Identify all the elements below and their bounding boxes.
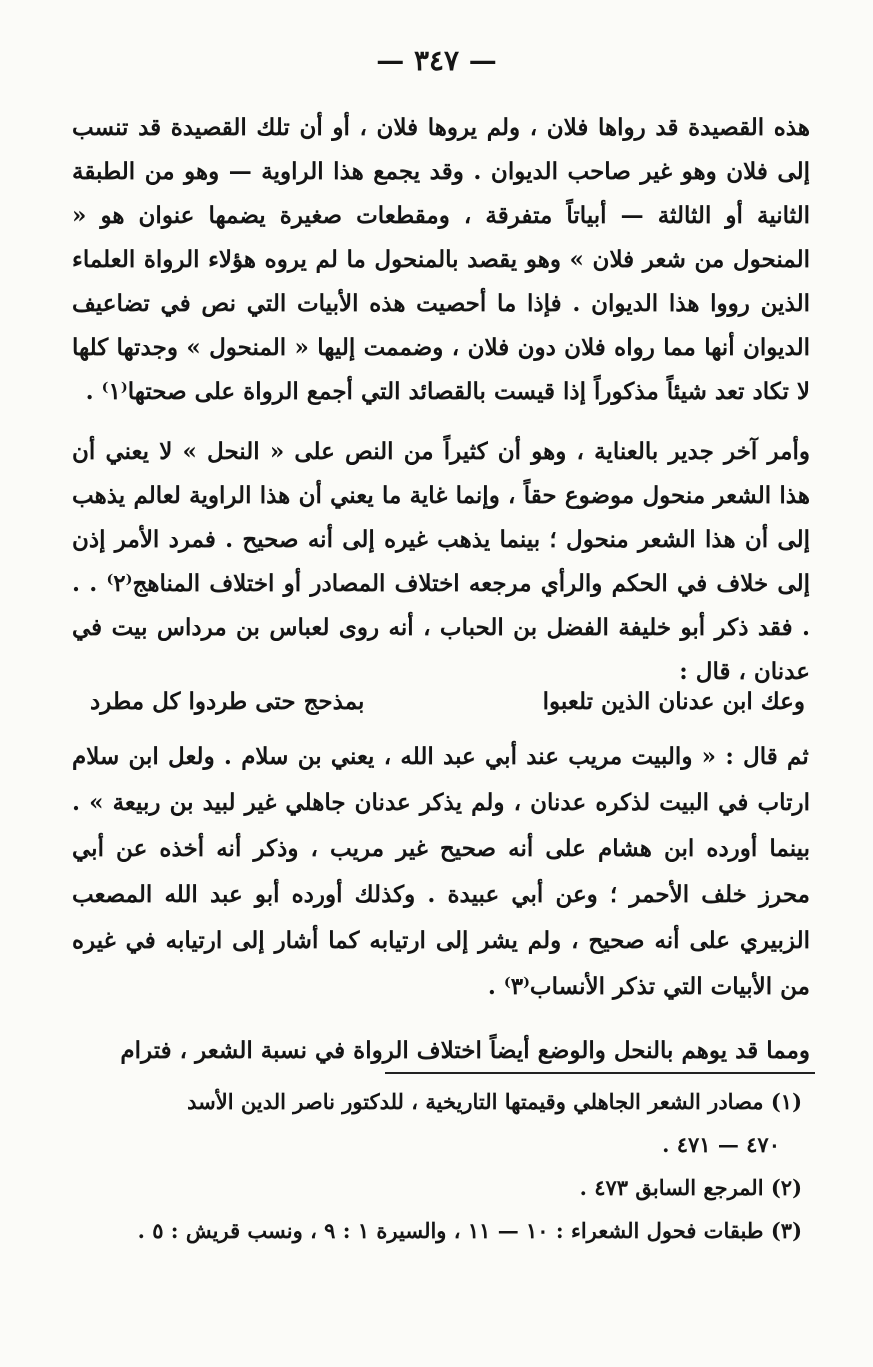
text-line: الحكم والرأي مرجعه اختلاف المصادر أو اختلاف المناهج⁽٢⁾ . . . فقد ذكر أبو xyxy=(72,570,810,641)
text-line: الثالثة — أبياتاً متفرقة ، ومقطعات صغيرة يضمها عنوان هو « المنحول من شعر فلان » xyxy=(72,202,810,273)
text-line: هذا الشعر منحول ؛ بينما يذهب غيره إلى أنه صحيح . فمرد الأمر إذن إلى خلاف في xyxy=(72,526,810,597)
page-number: — ٣٤٧ — xyxy=(376,44,497,77)
footnote-3: (٣) طبقات فحول الشعراء : ١٠ — ١١ ، والسيرة ١ : ٩ ، ونسب قريش : ٥ . xyxy=(137,1218,802,1243)
text-line: التي أجمع الرواة على صحتها⁽١⁾ . xyxy=(85,378,401,405)
footnote-1: (١) مصادر الشعر الجاهلي وقيمتها التاريخية ، للدكتور ناصر الدين الأسد xyxy=(187,1089,802,1114)
text-line: وأمر آخر جدير بالعناية ، وهو أن كثيراً من النص على « النحل » لا يعني أن هذا xyxy=(72,438,810,509)
paragraph-2 xyxy=(72,430,810,694)
lower-text xyxy=(72,734,810,1074)
paragraph-4: ومما قد يوهم بالنحل والوضع أيضاً اختلاف الرواة في نسبة الشعر ، فترام xyxy=(120,1037,810,1064)
footnote-2: (٢) المرجع السابق ٤٧٣ . xyxy=(579,1175,802,1200)
text-line: خليفة الفضل بن الحباب ، أنه روى لعباس بن مرداس بيت في عدنان ، قال : xyxy=(72,614,810,685)
footnote-1-continuation: ٤٧٠ — ٤٧١ . xyxy=(662,1132,780,1157)
verse-second-hemistich: بمذحج حتى طردوا كل مطرد xyxy=(90,688,365,715)
text-line: وهو يقصد بالمنحول ما لم يروه هؤلاء الرواة العلماء الذين رووا هذا الديوان . فإذا xyxy=(72,246,810,317)
paragraph-3 xyxy=(72,734,810,1010)
text-line: ما أحصيت هذه الأبيات التي نص في تضاعيف الديوان أنها مما رواه فلان دون فلان ، xyxy=(72,290,811,361)
text-line: هذه القصيدة قد رواها فلان ، ولم يروها فلان ، أو أن تلك القصيدة قد تنسب إلى xyxy=(72,114,810,185)
footnote-divider xyxy=(385,1072,815,1074)
text-line: أورده ابن هشام على أنه صحيح غير مريب ، وذكر أنه أخذه عن أبي محرز خلف xyxy=(72,835,810,908)
text-line: الشعر منحول موضوع حقاً ، وإنما غاية ما يعني أن هذا الراوية لعالم يذهب إلى أن xyxy=(72,482,810,553)
text-line: ارتاب في البيت لذكره عدنان ، ولم يذكر عدنان جاهلي غير لبيد بن ربيعة » . بينما xyxy=(72,789,810,862)
footnotes xyxy=(72,1080,802,1252)
text-line: ثم قال : « والبيت مريب عند أبي عبد الله ، يعني بن سلام . ولعل ابن سلام xyxy=(72,743,809,770)
poem-verse xyxy=(90,682,805,722)
main-text xyxy=(72,106,810,694)
text-line: ولم يشر إلى ارتيابه كما أشار إلى ارتيابه في غيره من الأبيات التي تذكر الأنساب⁽٣⁾ . xyxy=(72,927,810,1000)
text-line: الأحمر ؛ وعن أبي عبيدة . وكذلك أورده أبو عبد الله المصعب الزبيري على أنه صحيح ، xyxy=(72,881,810,954)
paragraph-1 xyxy=(72,106,810,414)
verse-first-hemistich: وعك ابن عدنان الذين تلعبوا xyxy=(542,688,805,715)
text-line: فلان وهو غير صاحب الديوان . وقد يجمع هذا الراوية — وهو من الطبقة الثانية أو xyxy=(72,158,811,229)
text-line: وضممت إليها « المنحول » وجدتها كلها لا تكاد تعد شيئاً مذكوراً إذا قيست بالقصائد xyxy=(72,334,810,405)
